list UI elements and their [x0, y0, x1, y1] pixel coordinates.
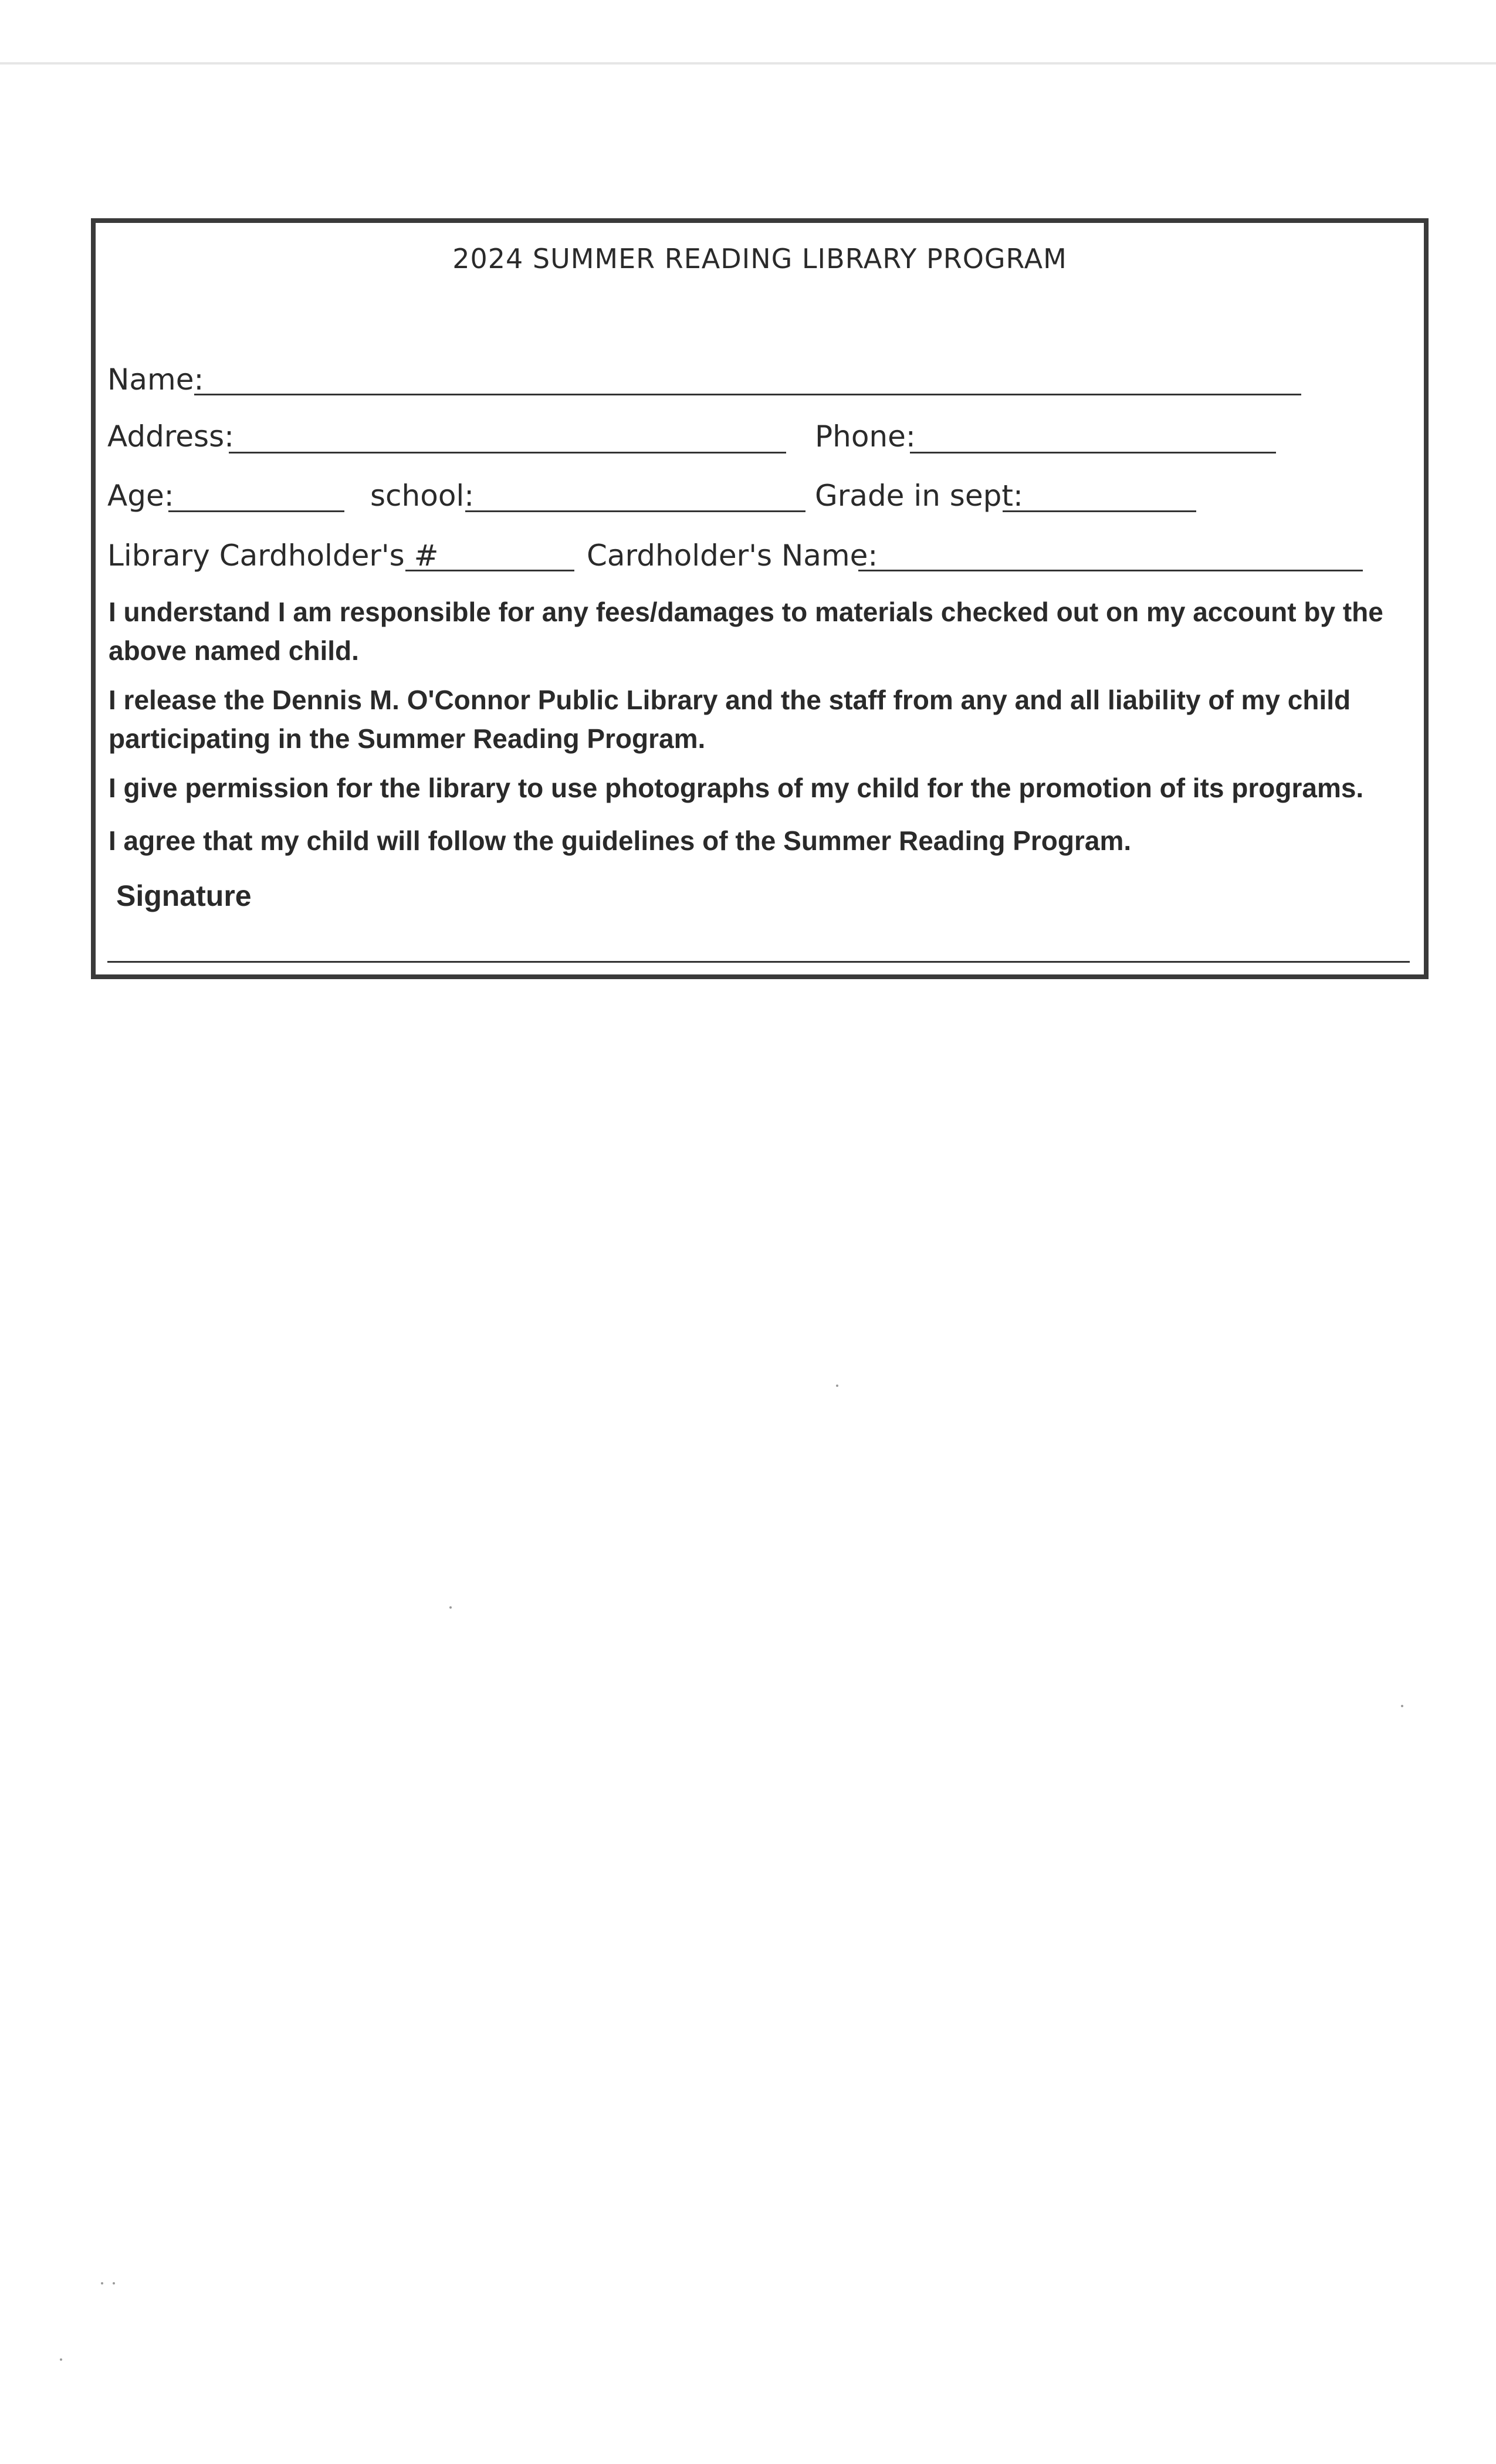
grade-label: Grade in sept: [815, 479, 1023, 513]
scan-speck [1401, 1705, 1403, 1707]
age-line[interactable] [168, 510, 344, 512]
statement-guidelines: I agree that my child will follow the guidelines of the Summer Reading Program. [109, 825, 1132, 856]
cardholder-name-line[interactable] [858, 570, 1363, 571]
grade-line[interactable] [1003, 510, 1196, 512]
statement-fees: I understand I am responsible for any fees/damages to materials checked out on my account by the above named child. [109, 597, 1383, 666]
form-title: 2024 SUMMER READING LIBRARY PROGRAM [452, 243, 1067, 275]
scan-speck [60, 2358, 62, 2361]
signature-label: Signature [116, 879, 252, 912]
scan-top-edge [0, 62, 1496, 65]
name-line[interactable] [194, 394, 1301, 395]
card-number-label: Library Cardholder's # [107, 539, 439, 573]
scan-speck [113, 2282, 115, 2284]
phone-line[interactable] [910, 452, 1276, 453]
name-label: Name: [107, 363, 204, 397]
school-line[interactable] [465, 510, 805, 512]
phone-label: Phone: [815, 419, 916, 453]
address-line[interactable] [229, 452, 786, 453]
statement-photographs: I give permission for the library to use photographs of my child for the promotion of its programs. [109, 773, 1364, 803]
school-label: school: [370, 479, 475, 513]
signature-line[interactable] [107, 961, 1410, 963]
address-label: Address: [107, 419, 234, 453]
card-number-line[interactable] [405, 570, 574, 571]
registration-form-box [91, 218, 1429, 979]
cardholder-name-label: Cardholder's Name: [587, 539, 878, 573]
statement-liability: I release the Dennis M. O'Connor Public Library and the staff from any and all liability of my child participating in the Summer Reading Program. [109, 685, 1351, 754]
age-label: Age: [107, 479, 174, 513]
scan-speck [836, 1385, 838, 1387]
scan-speck [449, 1606, 452, 1609]
scan-speck [101, 2282, 103, 2284]
